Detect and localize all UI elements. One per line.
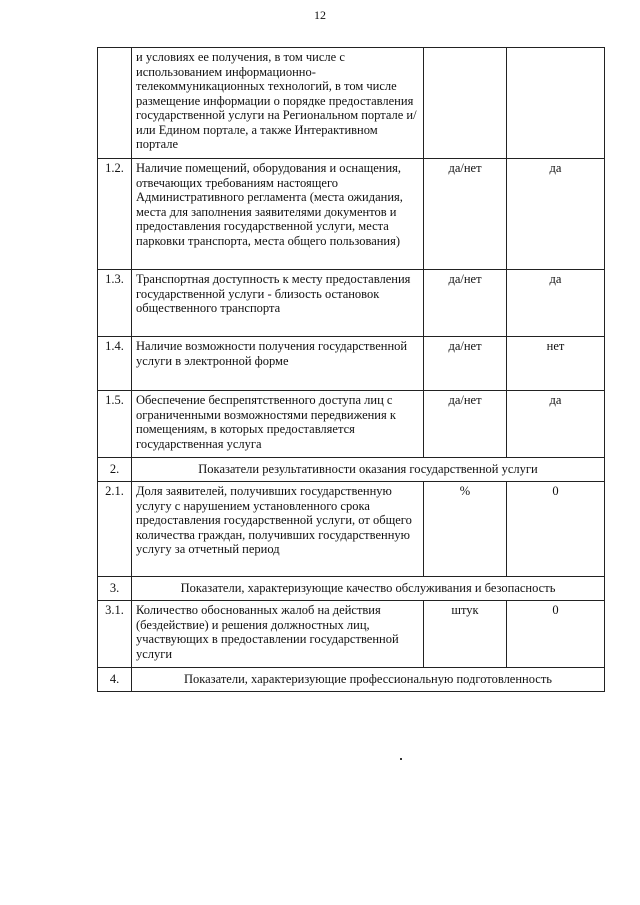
row-value: да: [507, 270, 605, 337]
row-number: 1.4.: [98, 337, 132, 391]
section-number: 3.: [98, 577, 132, 601]
row-description: Транспортная доступность к месту предоставления государственной услуги - близость остановок общественного транспорта: [132, 270, 424, 337]
row-description: и условиях ее получения, в том числе с использованием информационно-телекоммуникационных технологий, в том числе размещение информации о порядке предоставления государственной услуги на Региональном портале и/или Едином портале, а также Интерактивном портале: [132, 48, 424, 159]
row-number: 1.3.: [98, 270, 132, 337]
table-row: [98, 270, 605, 337]
row-number: 2.1.: [98, 482, 132, 577]
section-row: [98, 577, 605, 601]
section-row: [98, 458, 605, 482]
row-unit: %: [424, 482, 507, 577]
section-row: [98, 668, 605, 692]
row-value: да: [507, 391, 605, 458]
table-row: [98, 159, 605, 270]
indicators-table: [97, 47, 605, 692]
section-number: 2.: [98, 458, 132, 482]
section-title: Показатели результативности оказания государственной услуги: [132, 458, 605, 482]
row-number: 1.2.: [98, 159, 132, 270]
scan-speck: [400, 758, 402, 760]
row-description: Количество обоснованных жалоб на действия (бездействие) и решения должностных лиц, участвующих в предоставлении государственной услуги: [132, 601, 424, 668]
row-unit: да/нет: [424, 391, 507, 458]
row-unit: [424, 48, 507, 159]
section-title: Показатели, характеризующие профессиональную подготовленность: [132, 668, 605, 692]
page-number: 12: [314, 8, 326, 22]
section-title: Показатели, характеризующие качество обслуживания и безопасность: [132, 577, 605, 601]
row-unit: штук: [424, 601, 507, 668]
row-unit: да/нет: [424, 159, 507, 270]
row-number: [98, 48, 132, 159]
table-row: [98, 337, 605, 391]
row-unit: да/нет: [424, 270, 507, 337]
table-row: [98, 48, 605, 159]
row-value: 0: [507, 601, 605, 668]
row-number: 1.5.: [98, 391, 132, 458]
row-number: 3.1.: [98, 601, 132, 668]
table-row: [98, 391, 605, 458]
row-value: да: [507, 159, 605, 270]
row-value: нет: [507, 337, 605, 391]
row-description: Наличие помещений, оборудования и оснащения, отвечающих требованиям настоящего Административного регламента (места ожидания, места для заполнения заявителями документов и предоставления государственной услуги, места парковки транспорта, места общего пользования): [132, 159, 424, 270]
row-description: Наличие возможности получения государственной услуги в электронной форме: [132, 337, 424, 391]
row-unit: да/нет: [424, 337, 507, 391]
row-value: [507, 48, 605, 159]
table-row: [98, 601, 605, 668]
row-description: Доля заявителей, получивших государственную услугу с нарушением установленного срока предоставления государственной услуги, от общего количества граждан, получивших государственную услугу за отчетный период: [132, 482, 424, 577]
section-number: 4.: [98, 668, 132, 692]
table-row: [98, 482, 605, 577]
row-description: Обеспечение беспрепятственного доступа лиц с ограниченными возможностями передвижения к помещениям, в которых предоставляется государственная услуга: [132, 391, 424, 458]
row-value: 0: [507, 482, 605, 577]
